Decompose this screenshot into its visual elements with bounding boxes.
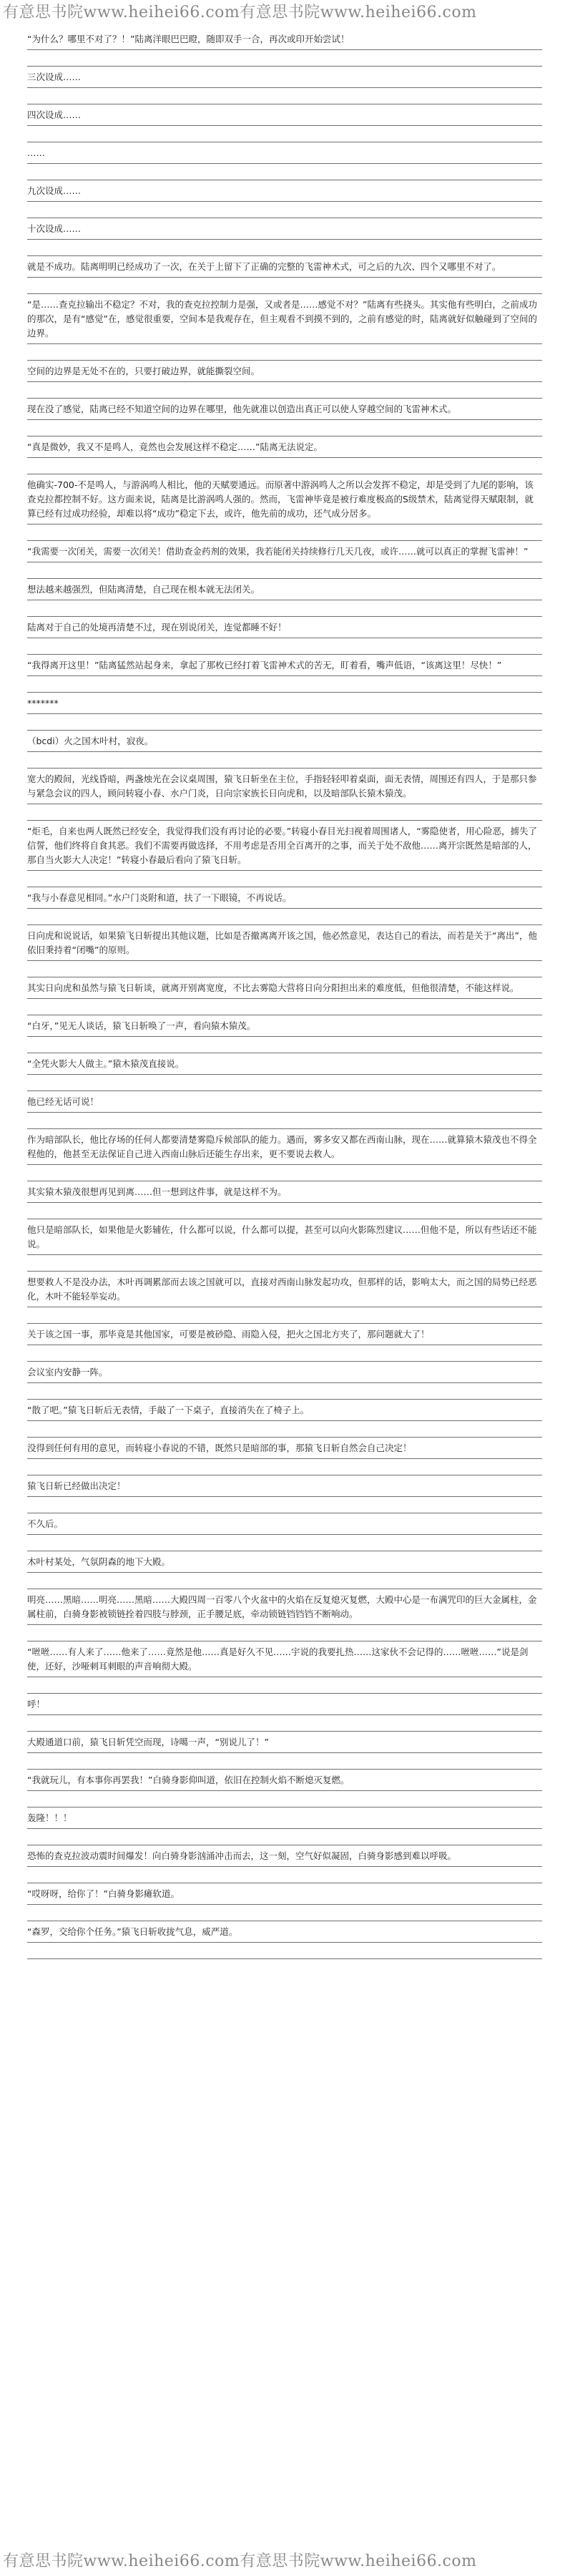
text-line: “我与小春意见相同。”水户门炎附和道，扶了一下眼镜，不再说话。 bbox=[27, 887, 542, 909]
blank-ruled-line bbox=[27, 871, 542, 887]
blank-ruled-line bbox=[27, 420, 542, 436]
text-line: 明亮……黑暗……明亮……黑暗……大殿四周一百零八个火盆中的火焰在反复熄灭复燃，大殿中心是一布满咒印的巨大金属柱，金属柱前，白骑身影被锁链拴着四肢与脖颈，正手腰足底，牵动锁链铛铛铛不断响动。 bbox=[27, 1589, 542, 1625]
text-line: 作为暗部队长，他比存场的任何人都要清楚雾隐斥候部队的能力。遇而，雾多安又都在西南山脉，现在……就算猿木猿茂也不得全程他的，他甚至无法保证自己进入西南山脉后还能生存出来，更不要说去救人。 bbox=[27, 1129, 542, 1165]
blank-ruled-line bbox=[27, 1905, 542, 1921]
text-line: 会议室内安静一阵。 bbox=[27, 1362, 542, 1383]
text-line: “全凭火影大人做主。”猿木猿茂直接说。 bbox=[27, 1053, 542, 1075]
blank-ruled-line bbox=[27, 1459, 542, 1475]
text-line: 猿飞日斩已经做出决定！ bbox=[27, 1475, 542, 1497]
text-line: 他确实-700-不是鸣人，与游涡鸣人相比，他的天赋要通远。而原著中游涡鸣人之所以会发挥不稳定，却是受到了九尾的影响，该查克拉都控制不好。这方面来说，陆离是比游涡鸣人强的。然而，飞雷神毕竟是被行难度极高的S级禁术，陆离觉得天赋限制，就算已经有过成功经验，却难以将“成功”稳定下去，或许，他先前的成功，还气成分居多。 bbox=[27, 474, 542, 525]
blank-ruled-line bbox=[27, 1421, 542, 1438]
text-line: “为什么？哪里不对了？！”陆离洋眼巴巴瞪，随即双手一合，再次或印开始尝试！ bbox=[27, 29, 542, 50]
blank-ruled-line bbox=[27, 1255, 542, 1272]
text-line: “我就玩儿，有本事你再罢我！”白骑身影仰叫道，依旧在控制火焰不断熄灭复燃。 bbox=[27, 1770, 542, 1791]
text-line: 大殿通道口前，猿飞日斩凭空而现，诗噶一声，“别说儿了！” bbox=[27, 1732, 542, 1753]
blank-ruled-line bbox=[27, 638, 542, 655]
text-line: “我需要一次闭关，需要一次闭关！借助查金药剂的效果，我若能闭关持续修行几天几夜，或许……就可以真正的掌握飞雷神！” bbox=[27, 541, 542, 562]
text-line: 四次设成…… bbox=[27, 104, 542, 126]
text-line: 陆离对于自己的处境再清楚不过，现在别说闭关，连觉都睡不好！ bbox=[27, 617, 542, 638]
blank-ruled-line bbox=[27, 1677, 542, 1694]
text-line: 他只是暗部队长，如果他是火影辅佐，什么都可以说，什么都可以提，甚至可以向火影陈烈建议……但他不是，所以有些话还不能说。 bbox=[27, 1219, 542, 1255]
blank-ruled-line bbox=[27, 278, 542, 294]
blank-ruled-line bbox=[27, 1497, 542, 1513]
blank-ruled-line bbox=[27, 126, 542, 142]
blank-ruled-line bbox=[27, 344, 542, 361]
blank-ruled-line bbox=[27, 525, 542, 541]
blank-ruled-line bbox=[27, 676, 542, 693]
text-line: “散了吧。”猿飞日斩后无表情，手敲了一下桌子，直接消失在了椅子上。 bbox=[27, 1400, 542, 1421]
watermark-top: 有意思书院www.heihei66.com有意思书院www.heihei66.com bbox=[0, 0, 565, 26]
blank-ruled-line bbox=[27, 1829, 542, 1845]
blank-ruled-line bbox=[27, 804, 542, 821]
text-line: 日向虎和说说话，如果猿飞日斩提出其他议题，比如是否撤离离开该之国，他必然意见，表达自己的看法，而若是关于“离出”，他依旧秉持着“闭嘴”的原则。 bbox=[27, 925, 542, 961]
blank-ruled-line bbox=[27, 1383, 542, 1400]
blank-ruled-line bbox=[27, 1573, 542, 1589]
text-line: 三次设成…… bbox=[27, 67, 542, 88]
text-line: 呼！ bbox=[27, 1694, 542, 1715]
blank-ruled-line bbox=[27, 1113, 542, 1129]
blank-ruled-line bbox=[27, 752, 542, 769]
text-line: 不久后。 bbox=[27, 1513, 542, 1535]
text-line: …… bbox=[27, 142, 542, 164]
blank-ruled-line bbox=[27, 1535, 542, 1551]
text-line: “真是微妙，我又不是鸣人，竟然也会发展这样不稳定……”陆离无法说定。 bbox=[27, 436, 542, 458]
blank-ruled-line bbox=[27, 1867, 542, 1883]
text-line: （bcdi）火之国木叶村，寂夜。 bbox=[27, 731, 542, 752]
blank-ruled-line bbox=[27, 88, 542, 104]
blank-ruled-line bbox=[27, 909, 542, 925]
text-line: 轰隆！！！ bbox=[27, 1807, 542, 1829]
blank-ruled-line bbox=[27, 382, 542, 399]
blank-ruled-line bbox=[27, 1753, 542, 1770]
text-line: 其实日向虎和虽然与猿飞日斩谈，就离开别离宽度，不比去雾隐大营将日向分阳担出来的难度低，但他很清楚，不能这样说。 bbox=[27, 977, 542, 999]
watermark-bottom: 有意思书院www.heihei66.com有意思书院www.heihei66.com bbox=[0, 2547, 565, 2576]
text-line: 木叶村某处，气氛阴森的地下大殿。 bbox=[27, 1551, 542, 1573]
blank-ruled-line bbox=[27, 1037, 542, 1053]
text-line: “是……查克拉输出不稳定？不对，我的查克拉控制力是强，又或者是……感觉不对？”陆离有些挠头。其实他有些明白，之前成功的那次，是有“感觉”在，感觉很重要，空间本是我观存在，但主观看不到摸不到的，之前有感觉的时，陆离就好似触碰到了空间的边界。 bbox=[27, 294, 542, 344]
text-line: ******* bbox=[27, 693, 542, 714]
text-line: 想法越来越强烈，但陆离清楚，自己现在根本就无法闭关。 bbox=[27, 579, 542, 600]
blank-ruled-line bbox=[27, 458, 542, 474]
text-line: 没得到任何有用的意见，而转寝小春说的不错，既然只是暗部的事，那猿飞日斩自然会自己决定！ bbox=[27, 1438, 542, 1459]
blank-ruled-line bbox=[27, 1625, 542, 1641]
blank-ruled-line bbox=[27, 714, 542, 731]
text-line: 想要救人不是没办法，木叶再调累部而去该之国就可以，直接对西南山脉发起功攻，但那样的话，影响太大，而之国的局势已经恶化，木叶不能轻举妄动。 bbox=[27, 1272, 542, 1307]
text-line: “白牙，”见无人谈话，猿飞日斩唤了一声，看向猿木猿茂。 bbox=[27, 1015, 542, 1037]
document-body bbox=[27, 29, 542, 2544]
text-line: 现在没了感觉，陆离已经不知道空间的边界在哪里，他先就准以创造出真正可以使人穿越空间的飞雷神术式。 bbox=[27, 399, 542, 420]
blank-ruled-line bbox=[27, 1165, 542, 1181]
blank-ruled-line bbox=[27, 1943, 542, 1959]
blank-ruled-line bbox=[27, 164, 542, 180]
blank-ruled-line bbox=[27, 1791, 542, 1807]
blank-ruled-line bbox=[27, 1307, 542, 1324]
text-line: 关于该之国一事，那毕竟是其他国家，可要是被砂隐、雨隐入侵，把火之国北方夹了，那问题就大了！ bbox=[27, 1324, 542, 1345]
blank-ruled-line bbox=[27, 600, 542, 617]
blank-ruled-line bbox=[27, 961, 542, 977]
text-line: 宽大的殿间，光线昏暗，两盏烛光在会议桌周围，猿飞日斩坐在主位，手指轻轻叩着桌面，面无表情，周围还有四人，于是那只参与紧急会议的四人，顾问转寝小春、水户门炎，日向宗家族长日向虎和，以及暗部队长猿木猿茂。 bbox=[27, 769, 542, 804]
text-line: “森罗，交给你个任务。”猿飞日斩收拢气息，威严道。 bbox=[27, 1921, 542, 1943]
text-line: 其实猿木猿茂很想再见到离……但一想到这件事，就是这样不为。 bbox=[27, 1181, 542, 1203]
blank-ruled-line bbox=[27, 1345, 542, 1362]
text-line: 就是不成功。陆离明明已经成功了一次，在关于上留下了正确的完整的飞雷神术式，可之后的九次、四个又哪里不对了。 bbox=[27, 256, 542, 278]
text-line: 他已经无话可说！ bbox=[27, 1091, 542, 1113]
text-line: “咝咝……有人来了……他来了……竟然是他……真是好久不见……宇说的我要扎热……这家伙不会记得的……咝咝……”说是剑使，还好，沙哑刺耳刺眼的声音响彻大殿。 bbox=[27, 1641, 542, 1677]
text-line: “炬毛，自来也两人既然已经安全，我觉得我们没有再讨论的必要。”转寝小春目光扫视着周围诸人，“雾隐使者，用心险恶，掳失了信誓，他们终将自食其恶。我们不需要再做选择，不用考虑是否用全百离开的之事，而关于处不敌他……离开宗既然是暗部的人，那自当火影大人决定！”转寝小春最后看向了猿飞日斩。 bbox=[27, 821, 542, 871]
blank-ruled-line bbox=[27, 562, 542, 579]
blank-ruled-line bbox=[27, 240, 542, 256]
blank-ruled-line bbox=[27, 202, 542, 218]
text-line: “我得离开这里！”陆离猛然站起身来，拿起了那枚已经打着飞雷神术式的苦无，盯着看，嘴声低语，“该离这里！尽快！” bbox=[27, 655, 542, 676]
text-line: 十次设成…… bbox=[27, 218, 542, 240]
text-line: 空间的边界是无处不在的，只要打破边界，就能撕裂空间。 bbox=[27, 361, 542, 382]
text-line: “哎呀呀，给你了！”白骑身影瘫软道。 bbox=[27, 1883, 542, 1905]
blank-ruled-line bbox=[27, 1715, 542, 1732]
blank-ruled-line bbox=[27, 50, 542, 67]
text-line: 九次设成…… bbox=[27, 180, 542, 202]
blank-ruled-line bbox=[27, 999, 542, 1015]
blank-ruled-line bbox=[27, 1075, 542, 1091]
text-line: 恐怖的查克拉波动震时间爆发！向白骑身影汹涌冲击而去，这一刻，空气好似凝固，白骑身影感到难以呼吸。 bbox=[27, 1845, 542, 1867]
blank-ruled-line bbox=[27, 1203, 542, 1219]
